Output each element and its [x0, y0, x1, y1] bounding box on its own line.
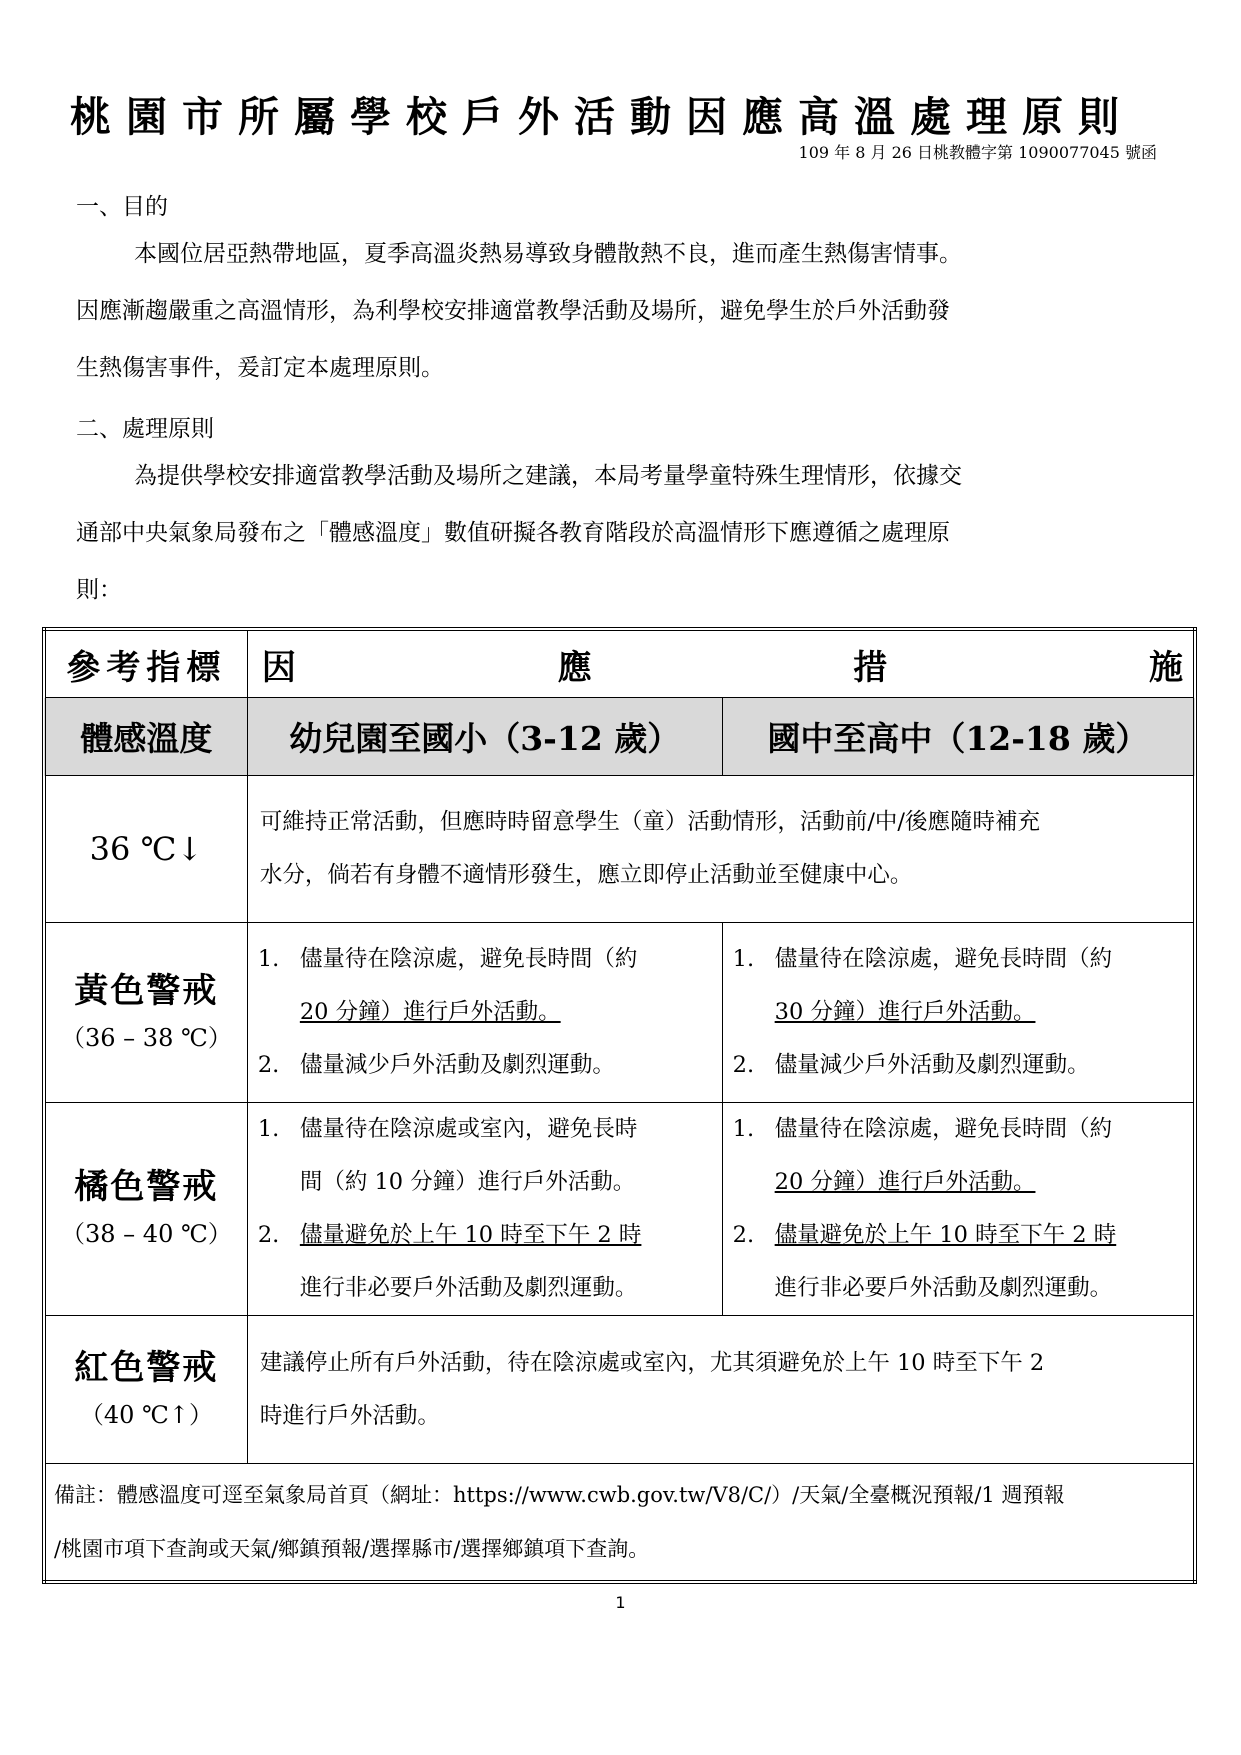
paragraph-line: 生熱傷害事件，爰訂定本處理原則。	[76, 355, 444, 381]
orange-elementary-measures	[247, 1103, 722, 1316]
yellow-alert-range: （36 – 38 ℃）	[61, 1023, 232, 1052]
section-purpose-paragraph	[76, 226, 1166, 397]
table-note: 備註：體感溫度可逕至氣象局首頁（網址：https://www.cwb.gov.tw/V8/C/）/天氣/全臺概況預報/1 週預報 /桃園市項下查詢或天氣/鄉鎮預報/選擇縣市/選擇鄉鎮項下查詢。	[44, 1464, 1195, 1583]
paragraph-line: 本國位居亞熱帶地區，夏季高溫炎熱易導致身體散熱不良，進而產生熱傷害情事。	[134, 241, 962, 267]
table-note-row	[44, 1464, 1195, 1583]
orange-level-cell	[44, 1103, 247, 1316]
red-alert-label: 紅色警戒	[74, 1347, 219, 1388]
list-item: 2. 儘量減少戶外活動及劇烈運動。	[257, 1052, 615, 1078]
normal-temperature: 36 ℃↓	[89, 830, 204, 868]
reference-indicator-header: 參考指標	[44, 629, 247, 698]
normal-measures: 可維持正常活動，但應時時留意學生（童）活動情形，活動前/中/後應隨時補充 水分，倘若有身體不適情形發生，應立即停止活動並至健康中心。	[247, 776, 1195, 923]
response-measures-header: 因 應 措 施	[247, 629, 1195, 698]
red-measures: 建議停止所有戶外活動，待在陰涼處或室內，尤其須避免於上午 10 時至下午 2 時進行戶外活動。	[247, 1316, 1195, 1464]
page-title: 桃園市所屬學校戶外活動因應高溫處理原則	[70, 93, 1134, 141]
orange-alert-range: （38 – 40 ℃）	[61, 1220, 232, 1248]
list-item: 2. 儘量減少戶外活動及劇烈運動。	[732, 1052, 1090, 1078]
paragraph-line: 通部中央氣象局發布之「體感溫度」數值研擬各教育階段於高溫情形下應遵循之處理原	[76, 520, 950, 546]
paragraph-line: 因應漸趨嚴重之高溫情形，為利學校安排適當教學活動及場所，避免學生於戶外活動發	[76, 298, 950, 324]
elementary-column-header: 幼兒園至國小（3-12 歲）	[247, 698, 722, 776]
yellow-level-cell	[44, 923, 247, 1103]
table-row-orange	[44, 1103, 1195, 1316]
table-row-yellow	[44, 923, 1195, 1103]
yellow-secondary-measures	[722, 923, 1195, 1103]
list-item: 2. 儘量避免於上午 10 時至下午 2 時 進行非必要戶外活動及劇烈運動。	[732, 1222, 1117, 1301]
table-row-red	[44, 1316, 1195, 1464]
list-item: 1. 儘量待在陰涼處或室內，避免長時 間（約 10 分鐘）進行戶外活動。	[257, 1116, 638, 1195]
heat-response-table	[42, 627, 1197, 1584]
list-item: 1. 儘量待在陰涼處，避免長時間（約 30 分鐘）進行戶外活動。	[732, 946, 1113, 1025]
list-item: 1. 儘量待在陰涼處，避免長時間（約 20 分鐘）進行戶外活動。	[732, 1116, 1113, 1195]
paragraph-line: 則：	[76, 577, 122, 603]
red-level-cell	[44, 1316, 247, 1464]
document-reference: 109 年 8 月 26 日桃教體字第 1090077045 號函	[798, 143, 1157, 162]
section-principles-paragraph	[76, 448, 1166, 619]
normal-level-cell	[44, 776, 247, 923]
orange-alert-label: 橘色警戒	[74, 1167, 219, 1207]
apparent-temperature-header: 體感溫度	[44, 698, 247, 776]
table-subheader-row	[44, 698, 1195, 776]
secondary-column-header: 國中至高中（12-18 歲）	[722, 698, 1195, 776]
section-heading-principles: 二、處理原則	[76, 416, 214, 442]
orange-secondary-measures	[722, 1103, 1195, 1316]
yellow-elementary-measures	[247, 923, 722, 1103]
table-row-normal	[44, 776, 1195, 923]
list-item: 2. 儘量避免於上午 10 時至下午 2 時 進行非必要戶外活動及劇烈運動。	[257, 1222, 642, 1301]
list-item: 1. 儘量待在陰涼處，避免長時間（約 20 分鐘）進行戶外活動。	[257, 946, 638, 1025]
red-alert-range: （40 ℃↑）	[79, 1400, 213, 1429]
section-heading-purpose: 一、目的	[76, 194, 168, 220]
yellow-alert-label: 黃色警戒	[74, 970, 219, 1011]
page-number: 1	[615, 1593, 626, 1612]
table-header-row	[44, 629, 1195, 698]
paragraph-line: 為提供學校安排適當教學活動及場所之建議，本局考量學童特殊生理情形，依據交	[134, 463, 962, 489]
